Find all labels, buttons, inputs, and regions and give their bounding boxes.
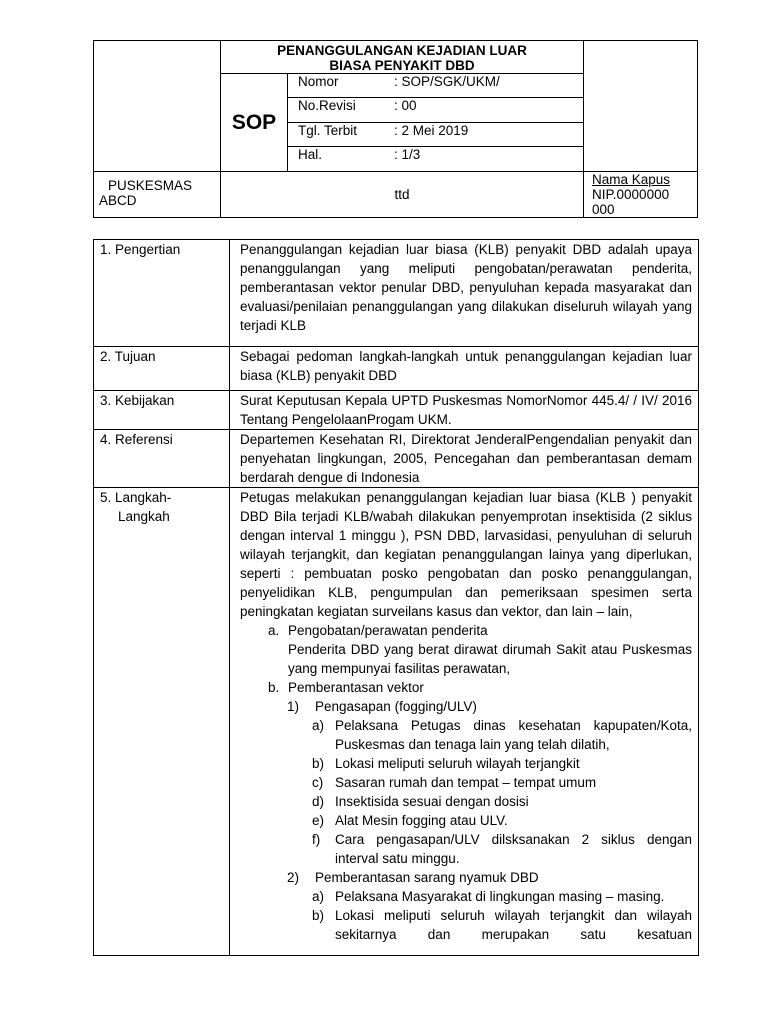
step-b2-title: 2) Pemberantasan sarang nyamuk DBD bbox=[287, 870, 539, 885]
step-a-marker: a. bbox=[268, 623, 280, 638]
logo-cell bbox=[94, 41, 221, 172]
info-key-tgl-terbit: Tgl. Terbit bbox=[288, 122, 386, 147]
label-langkah-line-1: 5. Langkah- bbox=[100, 490, 172, 505]
label-referensi: 4. Referensi bbox=[94, 430, 230, 488]
list-item: d) Insektisida sesuai dengan dosisi bbox=[312, 794, 529, 809]
puskesmas-line-1: PUSKESMAS bbox=[108, 178, 193, 193]
step-a-text: Penderita DBD yang berat dirawat dirumah Sakit atau Puskesmas yang mempunyai fasilitas perawatan, bbox=[288, 642, 692, 676]
step-b1-title: 1) Pengasapan (fogging/ULV) bbox=[287, 699, 477, 714]
text-kebijakan: Surat Keputusan Kepala UPTD Puskesmas NomorNomor 445.4/ / IV/ 2016 Tentang PengelolaanProgam UKM. bbox=[230, 391, 699, 430]
puskesmas-name bbox=[94, 172, 221, 218]
sop-label: SOP bbox=[221, 74, 288, 172]
label-tujuan: 2. Tujuan bbox=[94, 347, 230, 391]
list-item: c) Sasaran rumah dan tempat – tempat umum bbox=[312, 775, 597, 790]
list-item: b) Lokasi meliputi seluruh wilayah terjangkit bbox=[312, 756, 580, 771]
info-key-nomor: Nomor bbox=[288, 74, 386, 98]
info-value-nomor: : SOP/SGK/UKM/ bbox=[386, 74, 583, 98]
title-line-2: BIASA PENYAKIT DBD bbox=[329, 58, 475, 73]
step-a-title: a. Pengobatan/perawatan penderita bbox=[268, 623, 488, 638]
label-langkah bbox=[94, 488, 230, 956]
step-b2-marker: 2) bbox=[287, 870, 300, 885]
sop-header-table bbox=[93, 40, 698, 218]
list-item: e) Alat Mesin fogging atau ULV. bbox=[312, 813, 508, 828]
text-pengertian: Penanggulangan kejadian luar biasa (KLB) penyakit DBD adalah upaya penanggulangan yang meliputi pengobatan/perawatan penderita, pemberantasan vektor penular DBD, penyuluhan kepada masyarakat dan evaluasi/penilaian penanggulangan yang dilakukan diseluruh wilayah yang terjadi KLB bbox=[230, 240, 699, 347]
document-title bbox=[221, 41, 584, 74]
list-item: b) Lokasi meliputi seluruh wilayah terjangkit dan wilayah sekitarnya dan merupakan satu kesatuan bbox=[312, 908, 692, 942]
puskesmas-line-2: ABCD bbox=[99, 193, 137, 208]
kapus-signature bbox=[584, 172, 698, 218]
text-referensi: Departemen Kesehatan RI, Direktorat JenderalPengendalian penyakit dan penyehatan lingkungan, 2005, Pencegahan dan pemberantasan demam berdarah dengue di Indonesia bbox=[230, 430, 699, 488]
label-pengertian: 1. Pengertian bbox=[94, 240, 230, 347]
text-tujuan: Sebagai pedoman langkah-langkah untuk penanggulangan kejadian luar biasa (KLB) penyakit DBD bbox=[230, 347, 699, 391]
sop-body-table bbox=[93, 239, 699, 956]
step-b1-marker: 1) bbox=[287, 699, 300, 714]
text-langkah bbox=[230, 488, 699, 956]
list-item: f) Cara pengasapan/ULV dilsksanakan 2 siklus dengan interval satu minggu. bbox=[312, 832, 692, 866]
info-value-revisi: : 00 bbox=[386, 98, 583, 123]
info-key-hal: Hal. bbox=[298, 147, 323, 163]
kapus-nip-line-2: 000 bbox=[592, 202, 615, 217]
document-info bbox=[288, 74, 584, 172]
list-item: a) Pelaksana Petugas dinas kesehatan kapupaten/Kota, Puskesmas dan tenaga lain yang telah dilatih, bbox=[312, 718, 692, 752]
list-item: a) Pelaksana Masyarakat di lingkungan masing – masing. bbox=[312, 889, 665, 904]
kapus-name: Nama Kapus bbox=[592, 172, 671, 187]
step-b-marker: b. bbox=[268, 680, 280, 695]
title-line-1: PENANGGULANGAN KEJADIAN LUAR bbox=[277, 43, 527, 58]
info-value-hal: : 1/3 bbox=[394, 147, 421, 163]
step-b-title: b. Pemberantasan vektor bbox=[268, 680, 424, 695]
label-langkah-line-2: Langkah bbox=[118, 509, 170, 524]
signature-ttd: ttd bbox=[221, 172, 584, 218]
kapus-nip-line-1: NIP.0000000 bbox=[592, 187, 670, 202]
langkah-intro: Petugas melakukan penanggulangan kejadian luar biasa (KLB ) penyakit DBD Bila terjadi KLB/wabah dilakukan penyemprotan insektisida (2 siklus dengan interval 1 minggu ), PSN DBD, larvasidasi, penyuluhan di seluruh wilayah terjangkit, dan kegiatan penanggulangan lainya yang diperlukan, seperti : pembuatan posko pengobatan dan posko penanggulangan, penyelidikan KLB, pengumpulan dan pemeriksaan spesimen serta peningkatan kegiatan surveilans kasus dan vektor, dan lain – lain, bbox=[240, 490, 692, 619]
info-value-tgl-terbit: : 2 Mei 2019 bbox=[386, 122, 583, 147]
info-key-revisi: No.Revisi bbox=[288, 98, 386, 123]
kapus-logo-cell bbox=[584, 41, 698, 172]
label-kebijakan: 3. Kebijakan bbox=[94, 391, 230, 430]
